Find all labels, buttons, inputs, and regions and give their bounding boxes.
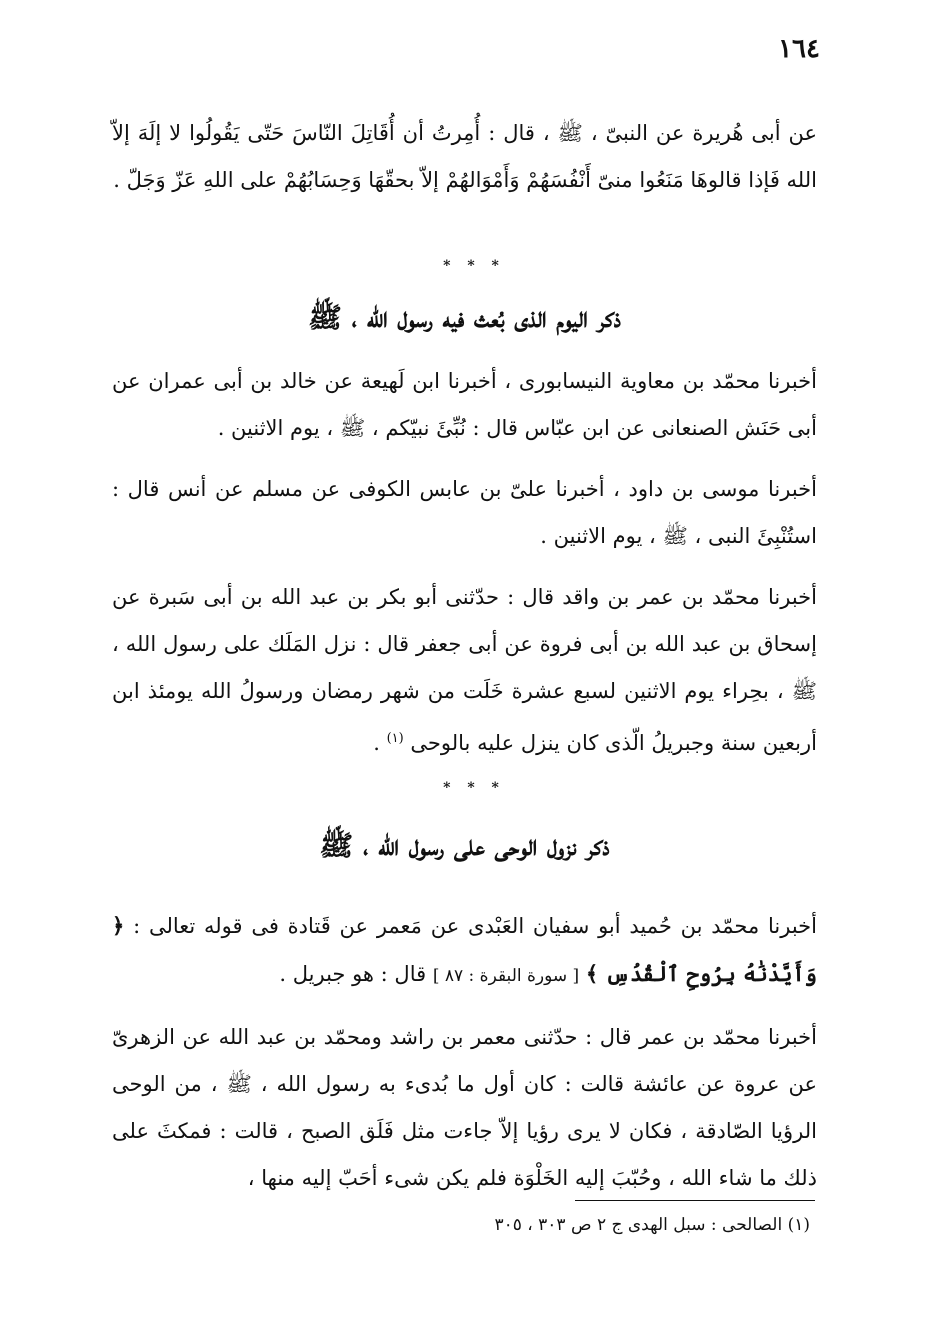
section1-body [112,358,817,767]
hadith-paragraph: أخبرنا محمّد بن عمر قال : حدّثنى معمر بن راشد ومحمّد بن عبد الله عن الزهرىّ عن عروة عن عائشة قالت : كان أول ما بُدىء به رسول الله ، ﷺ ، من الوحى الرؤيا الصّادقة ، فكان لا يرى رؤيا إلاّ جاءت مثل فَلَق الصبح ، قالت : فمكثَ على ذلك ما شاء الله ، وحُبّبَ إليه الخَلْوَة فلم يكن شىء أحَبّ إليه منها ، [112,1025,817,1190]
footnote: (١) الصالحى : سبل الهدى ج ٢ ص ٣٠٣ ، ٣٠٥ [494,1215,810,1235]
hadith-text: قال : هو جبريل . [279,962,427,986]
section-heading-mission-day: ذكر اليوم الذى بُعث فيه رسول الله ، ﷺ [308,301,621,334]
hadith-paragraph: أخبرنا محمّد بن معاوية النيسابورى ، أخبرنا ابن لَهيعة عن خالد بن أبى عمران عن أبى حَنَش الصنعانى عن ابن عبّاس قال : نُبِّئَ نبيّكم ، ﷺ ، يوم الاثنين . [112,369,817,440]
sentence-end: . [373,731,387,755]
page-number: ١٦٤ [778,34,820,64]
section-heading-revelation: ذكر نزول الوحى على رسول الله ، ﷺ [319,829,610,862]
section-separator: * * * [443,258,505,274]
hadith-text: أخبرنا محمّد بن حُميد أبو سفيان العَبْدى عن مَعمر عن قَتادة فى قوله تعالى : [133,914,817,938]
intro-paragraph: عن أبى هُريرة عن النبىّ ، ﷺ ، قال : أُمِرتُ أن أُقَاتِلَ النّاسَ حَتّى يَقُولُوا لا إلَهَ إلاّ الله فَإذا قالوهَا مَنَعُوا منىّ أَنْفُسَهُمْ وَأَمْوَالهُمْ إلاّ بحقّهَا وَحِسَابُهُمْ على اللهِ عَزّ وَجَلّ . [112,121,817,192]
quran-verse: ﴿ وَأَيَّدْنَٰهُ بِرُوحِ ٱلْقُدُسِ ﴾ [112,913,817,986]
quran-citation: [ سورة البقرة : ٨٧ ] [432,966,580,986]
hadith-paragraph [112,574,817,767]
intro-paragraph-block [112,110,817,204]
footnote-reference: (١) [386,731,404,746]
section-separator: * * * [443,780,505,796]
hadith-text: أخبرنا محمّد بن عمر بن واقد قال : حدّثنى أبو بكر بن عبد الله بن أبى سَبرة عن إسحاق بن عبد الله بن أبى فروة عن أبى جعفر قال : نزل المَلَك على رسول الله ، ﷺ ، بحِراء يوم الاثنين لسبع عشرة خَلَت من شهر رمضان ورسولُ الله يومئذ ابن أربعين سنة وجبريلُ الّذى كان ينزل عليه بالوحى [112,585,817,755]
section2-body [112,902,817,1202]
hadith-paragraph: أخبرنا موسى بن داود ، أخبرنا علىّ بن عابس الكوفى عن مسلم عن أنس قال : استُنْبِئَ النبى ، ﷺ ، يوم الاثنين . [112,477,817,548]
footnote-divider [575,1200,815,1201]
hadith-paragraph [112,902,817,1000]
